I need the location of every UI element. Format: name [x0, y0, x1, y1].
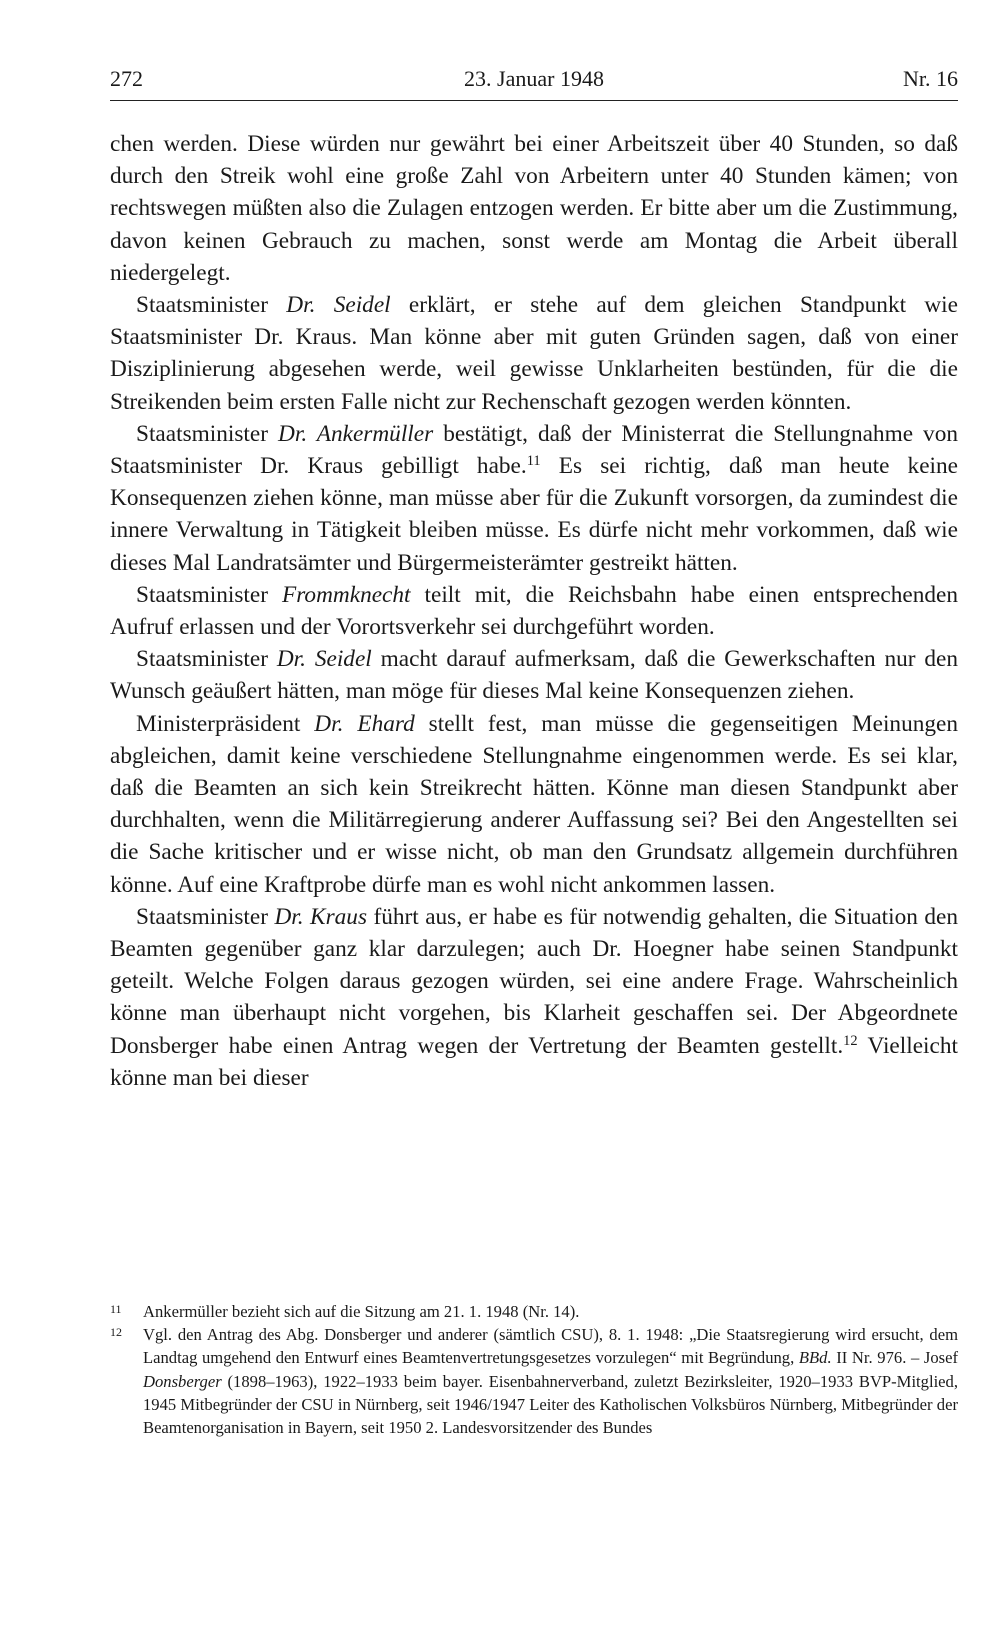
paragraph-text: teilt mit, die Reichsbahn habe einen entsprechenden Aufruf erlassen und der Vorortsverkehr sei durchgeführt worden.: [110, 581, 958, 641]
paragraph-text: chen werden. Diese würden nur gewährt bei einer Arbeitszeit über 40 Stunden, so daß durch den Streik wohl eine große Zahl von Arbeitern unter 40 Stunden kämen; von rechtswegen müßten also die Zulagen entzogen werden. Er bitte aber um die Zustimmung, davon keinen Gebrauch zu machen, sonst werde am Montag die Arbeit überall niedergelegt.: [110, 131, 958, 286]
paragraph-7: [110, 901, 958, 1094]
paragraph-text: Es sei richtig, daß man heute keine Konsequenzen ziehen könne, man müsse aber für die Zukunft vorsorgen, da zumindest die innere Verwaltung in Tätigkeit bleiben müsse. Es dürfe nicht mehr vorkommen, daß wie dieses Mal Landratsämter und Bürgermeisterämter gestreikt hätten.: [110, 453, 959, 576]
footnote-text: Vgl. den Antrag des Abg. Donsberger und anderer (sämtlich CSU), 8. 1. 1948: „Die Staatsregierung wird ersucht, dem Landtag umgehend den Entwurf eines Beamtenvertretungsgesetzes vorzulegen“ mit Begründung,: [143, 1325, 958, 1368]
paragraph-text: stellt fest, man müsse die gegenseitigen Meinungen abgleichen, damit keine verschiedene Stellungnahme eingenommen werde. Es sei klar, daß die Beamten an sich kein Streikrecht hätten. Könne man diesen Standpunkt aber durchhalten, wenn die Militärregierung anderer Auffassung sei? Bei den Angestellten sei die Sache kritischer und er wisse nicht, ob man den Grundsatz allgemein durchführen könne. Auf eine Kraftprobe dürfe man es wohl nicht ankommen lassen.: [110, 710, 959, 898]
paragraph-1: [110, 128, 958, 289]
paragraph-2: [110, 289, 958, 418]
paragraph-text: erklärt, er stehe auf dem gleichen Standpunkt wie Staatsminister Dr. Kraus. Man könne aber mit guten Gründen sagen, daß von einer Disziplinierung abgesehen werde, weil gewisse Unklarheiten bestünden, für die die Streikenden beim ersten Falle nicht zur Rechenschaft gezogen werden könnten.: [110, 292, 958, 415]
footnote-text: (1898–1963), 1922–1933 beim bayer. Eisenbahnerverband, zuletzt Bezirksleiter, 1920–1933 BVP-Mitglied, 1945 Mitbegründer der CSU in Nürnberg, seit 1946/1947 Leiter des Katholischen Volksbüros Nürnberg, Mitbegründer der Beamtenorganisation in Bayern, seit 1950 2. Landesvorsitzender des Bundes: [143, 1371, 958, 1438]
running-header: [110, 62, 958, 102]
speaker-name: Dr. Kraus: [274, 903, 368, 930]
footnote-12: [110, 1323, 958, 1439]
footnote-number: 12: [110, 1325, 122, 1340]
paragraph-text: Vielleicht könne man bei dieser: [110, 1032, 958, 1091]
person-name: Donsberger: [143, 1371, 222, 1391]
source-reference: BBd.: [798, 1348, 832, 1368]
paragraph-6: [110, 708, 958, 901]
footnote-ref-11[interactable]: 11: [526, 453, 541, 470]
paragraph-text: führt aus, er habe es für notwendig gehalten, die Situation den Beamten gegenüber ganz klar darzulegen; auch Dr. Hoegner habe seinen Standpunkt geteilt. Welche Folgen daraus gezogen würden, sei eine andere Frage. Wahrscheinlich könne man überhaupt nicht vorgehen, bis Klarheit geschaffen sei. Der Abgeordnete Donsberger habe einen Antrag wegen der Vertretung der Beamten gestellt.: [110, 903, 959, 1059]
paragraph-text: macht darauf aufmerksam, daß die Gewerkschaften nur den Wunsch geäußert hätten, man möge für dieses Mal keine Konsequenzen ziehen.: [110, 646, 959, 705]
page-number: 272: [110, 66, 143, 91]
speaker-title: Ministerpräsident: [136, 710, 301, 737]
speaker-title: Staatsminister: [136, 292, 269, 319]
speaker-title: Staatsminister: [136, 420, 269, 447]
speaker-title: Staatsminister: [136, 646, 269, 673]
footnotes: [110, 1300, 958, 1439]
header-rule: [110, 100, 958, 101]
paragraph-text: bestätigt, daß der Ministerrat die Stellungnahme von Staatsminister Dr. Kraus gebilligt habe.: [110, 420, 958, 480]
footnote-text: Ankermüller bezieht sich auf die Sitzung am 21. 1. 1948 (Nr. 14).: [143, 1302, 580, 1321]
paragraph-4: [110, 579, 958, 643]
speaker-name: Frommknecht: [282, 581, 411, 608]
header-date: 23. Januar 1948: [464, 66, 604, 91]
speaker-name: Dr. Seidel: [276, 646, 372, 673]
speaker-title: Staatsminister: [136, 903, 269, 930]
speaker-name: Dr. Ehard: [314, 710, 415, 737]
footnote-11: [110, 1300, 958, 1323]
speaker-name: Dr. Seidel: [286, 292, 391, 319]
speaker-title: Staatsminister: [136, 581, 269, 608]
main-text: [110, 128, 958, 1094]
speaker-name: Dr. Ankermüller: [278, 420, 434, 447]
issue-number: Nr. 16: [903, 66, 958, 91]
footnote-number: 11: [110, 1302, 122, 1316]
paragraph-5: [110, 643, 958, 707]
footnote-ref-12[interactable]: 12: [843, 1032, 858, 1049]
paragraph-3: [110, 418, 958, 579]
footnote-text: II Nr. 976. – Josef: [836, 1348, 958, 1368]
